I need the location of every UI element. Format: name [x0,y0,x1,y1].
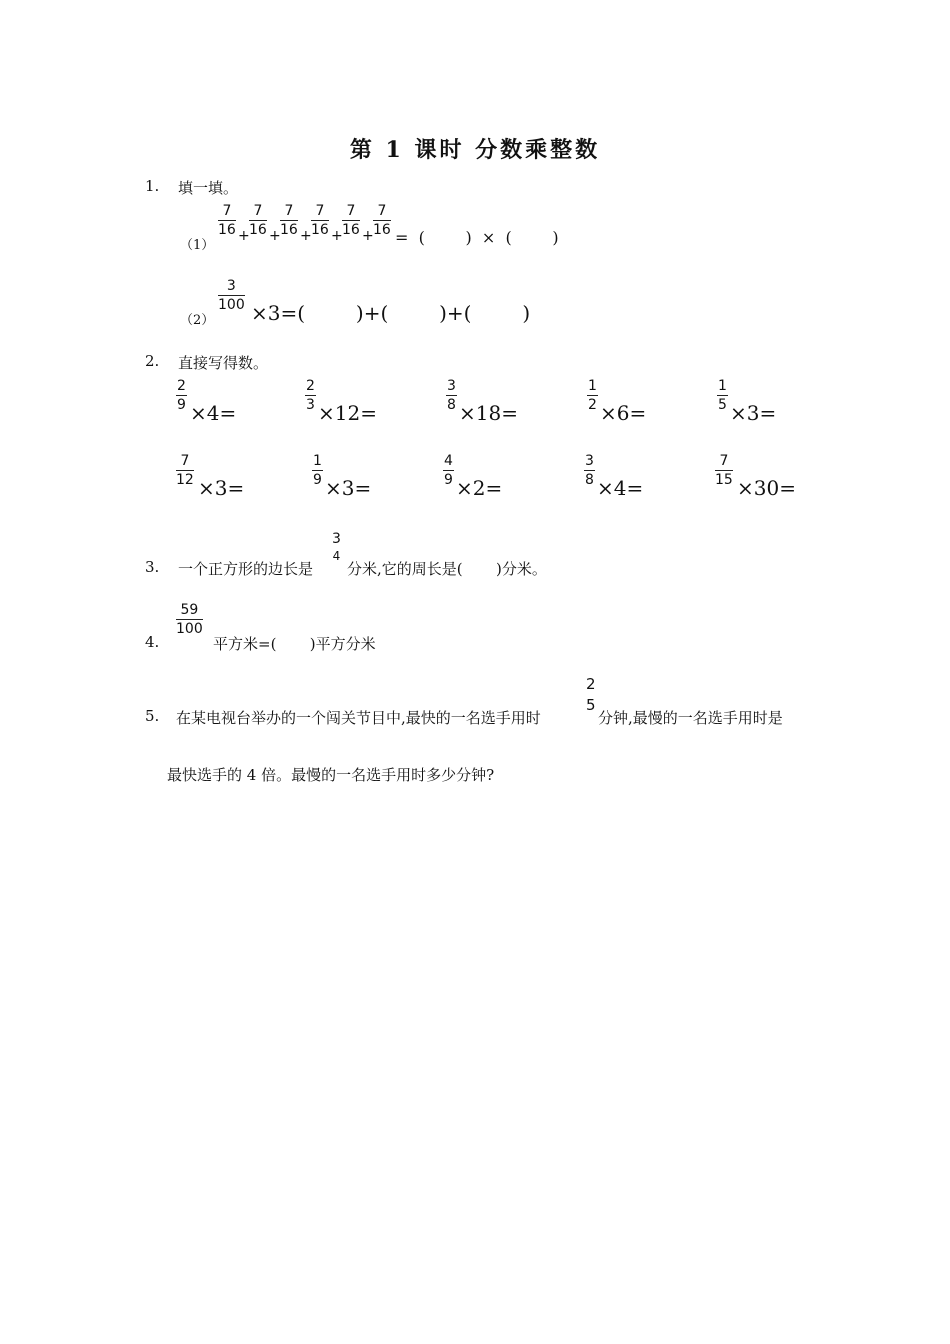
q1-p2-fraction [218,279,245,312]
denominator: 16 [280,222,298,238]
plus-sign: + [238,228,250,244]
q2-item-10-expression: ×30= [737,476,796,500]
denominator: 4 [332,549,341,563]
denominator: 3 [306,397,315,413]
denominator: 100 [218,297,245,313]
denominator: 16 [311,222,329,238]
q2-item-3-fraction [446,379,457,412]
numerator: 1 [718,378,727,394]
numerator: 7 [180,453,190,469]
q2-item-6-fraction [176,454,194,487]
q2-item-8-fraction [443,454,454,487]
numerator: 3 [447,378,456,394]
numerator: 7 [284,203,294,219]
q1-p1-fraction-5 [342,204,360,237]
q1-p2-blanks: ×3=( )+( )+( ) [251,301,531,325]
q2-item-5-fraction [717,379,728,412]
question-2-text: 直接写得数。 [178,354,269,372]
q2-item-8-expression: ×2= [456,476,503,500]
numerator: 7 [719,453,729,469]
q2-item-2-fraction [305,379,316,412]
q3-fraction [331,532,342,562]
denominator: 100 [176,621,203,637]
numerator: 59 [180,602,199,618]
question-5-line-2: 最快选手的 4 倍。最慢的一名选手用时多少分钟? [167,766,495,784]
question-5-text-before: 在某电视台举办的一个闯关节目中,最快的一名选手用时 [176,709,541,727]
denominator: 5 [586,696,596,714]
q2-item-2-expression: ×12= [318,401,377,425]
numerator: 7 [377,203,387,219]
question-1-number: 1. [145,177,160,195]
q1-p1-fraction-3 [280,204,298,237]
q4-fraction [176,603,203,636]
numerator: 7 [346,203,356,219]
denominator: 16 [249,222,267,238]
q2-item-7-fraction [312,454,323,487]
numerator: 3 [585,453,594,469]
denominator: 12 [176,472,194,488]
numerator: 2 [177,378,186,394]
q2-item-3-expression: ×18= [459,401,518,425]
numerator: 2 [586,675,596,693]
q1-p1-fraction-2 [249,204,267,237]
denominator: 16 [218,222,236,238]
question-5-number: 5. [145,707,160,725]
denominator: 16 [373,222,391,238]
numerator: 3 [332,531,341,547]
question-4-number: 4. [145,633,160,651]
question-1-part-2-label: （2） [180,313,215,328]
numerator: 4 [444,453,453,469]
question-3-text-after: 分米,它的周长是( )分米。 [347,560,547,578]
numerator: 7 [253,203,263,219]
denominator: 9 [177,397,186,413]
question-3-text-before: 一个正方形的边长是 [178,560,314,578]
question-5-text-after: 分钟,最慢的一名选手用时是 [598,709,783,727]
denominator: 16 [342,222,360,238]
q2-item-9-fraction [584,454,595,487]
q2-item-9-expression: ×4= [597,476,644,500]
q2-item-5-expression: ×3= [730,401,777,425]
numerator: 7 [222,203,232,219]
numerator: 3 [226,278,236,294]
q2-item-1-fraction [176,379,187,412]
q5-fraction [585,677,597,713]
plus-sign: + [300,228,312,244]
denominator: 9 [313,472,322,488]
q2-item-4-fraction [587,379,598,412]
denominator: 2 [588,397,597,413]
q1-p1-fraction-6 [373,204,391,237]
denominator: 8 [447,397,456,413]
denominator: 15 [715,472,733,488]
q2-item-4-expression: ×6= [600,401,647,425]
q2-item-10-fraction [715,454,733,487]
numerator: 1 [588,378,597,394]
question-1-part-1-label: （1） [180,238,215,253]
plus-sign: + [331,228,343,244]
question-1-text: 填一填。 [178,179,239,197]
q2-item-7-expression: ×3= [325,476,372,500]
numerator: 7 [315,203,325,219]
q2-item-6-expression: ×3= [198,476,245,500]
question-3-number: 3. [145,558,160,576]
q1-p1-fraction-1 [218,204,236,237]
q2-item-1-expression: ×4= [190,401,237,425]
denominator: 5 [718,397,727,413]
plus-sign: + [362,228,374,244]
numerator: 1 [313,453,322,469]
page-title: 第 1 课时 分数乘整数 [349,137,601,163]
denominator: 9 [444,472,453,488]
question-2-number: 2. [145,352,160,370]
q1-p1-blanks: = ( ) × ( ) [395,228,559,247]
denominator: 8 [585,472,594,488]
numerator: 2 [306,378,315,394]
plus-sign: + [269,228,281,244]
q1-p1-fraction-4 [311,204,329,237]
question-4-text-after: 平方米=( )平方分米 [213,635,376,653]
